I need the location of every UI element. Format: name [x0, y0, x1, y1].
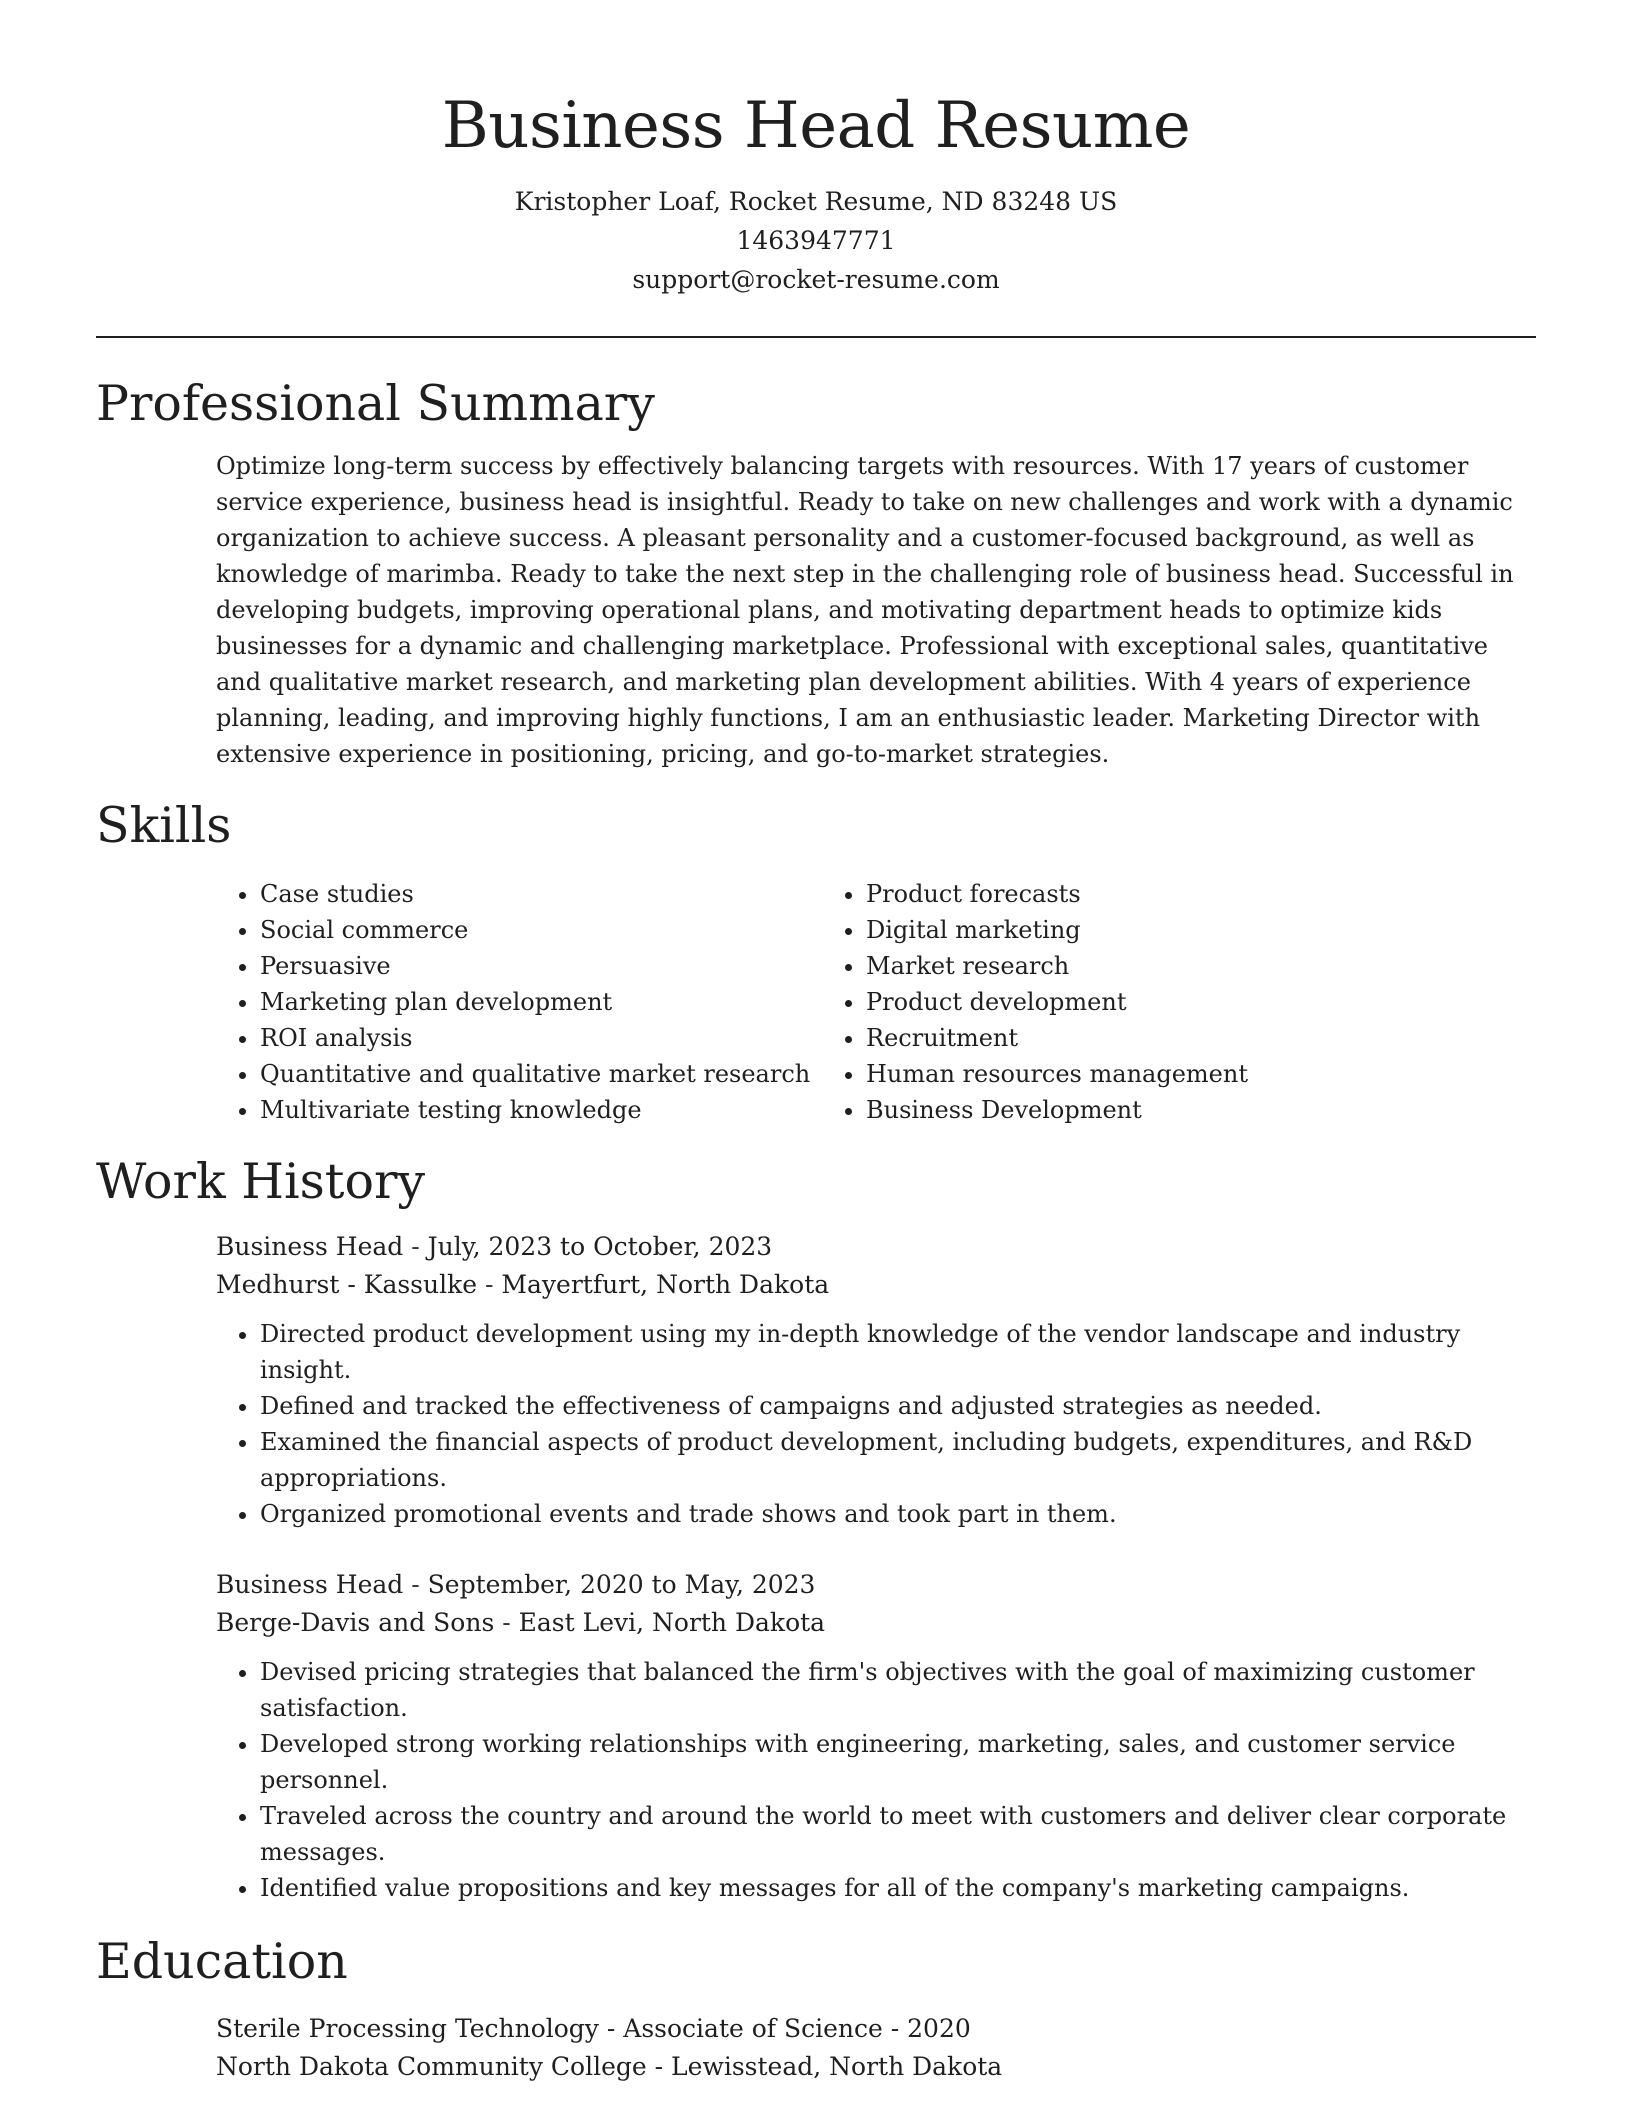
header-divider: [96, 336, 1536, 338]
skill-item: • Product development: [866, 984, 1248, 1020]
skill-item: • Multivariate testing knowledge: [260, 1092, 822, 1128]
skill-item: • Human resources management: [866, 1056, 1248, 1092]
job-company-line: Berge-Davis and Sons - East Levi, North Dakota: [216, 1608, 826, 1637]
job-bullet: • Devised pricing strategies that balanced the firm's objectives with the goal of maximizing customer satisfaction.: [260, 1654, 1536, 1726]
education-school: North Dakota Community College: [216, 2052, 647, 2081]
job-bullet: • Developed strong working relationships with engineering, marketing, sales, and customer service personnel.: [260, 1726, 1536, 1798]
job-company: Medhurst - Kassulke: [216, 1270, 478, 1299]
skill-item: • Digital marketing: [866, 912, 1248, 948]
contact-block: [96, 182, 1536, 299]
skills-list: [216, 876, 1536, 1128]
skills-column-right: [822, 876, 1248, 1128]
section-title-education: Education: [96, 1933, 348, 1990]
skill-item: • Persuasive: [260, 948, 822, 984]
education-program: Sterile Processing Technology: [216, 2014, 599, 2043]
job-entry: [216, 1228, 1536, 1532]
section-title-work-history: Work History: [96, 1153, 426, 1210]
job-bullet: • Identified value propositions and key messages for all of the company's marketing campaigns.: [260, 1870, 1536, 1906]
job-role: Business Head: [216, 1232, 404, 1261]
job-bullet: • Directed product development using my in-depth knowledge of the vendor landscape and industry insight.: [260, 1316, 1536, 1388]
job-entry: [216, 1566, 1536, 1906]
job-title-line: Business Head - September, 2020 to May, 2023: [216, 1570, 816, 1599]
summary-text: Optimize long-term success by effectively balancing targets with resources. With 17 years of customer service experience, business head is insightful. Ready to take on new challenges and work with a dynamic organization to achieve success. A pleasant personality and a customer-focused background, as well as knowledge of marimba. Ready to take the next step in the challenging role of business head. Successful in developing budgets, improving operational plans, and motivating department heads to optimize kids businesses for a dynamic and challenging marketplace. Professional with exceptional sales, quantitative and qualitative market research, and marketing plan development abilities. With 4 years of experience planning, leading, and improving highly functions, I am an enthusiastic leader. Marketing Director with extensive experience in positioning, pricing, and go-to-market strategies.: [216, 452, 1514, 768]
skill-item: • Recruitment: [866, 1020, 1248, 1056]
job-bullet: • Defined and tracked the effectiveness of campaigns and adjusted strategies as needed.: [260, 1388, 1536, 1424]
resume-title: Business Head Resume: [441, 89, 1191, 163]
contact-address: Kristopher Loaf, Rocket Resume, ND 83248 US: [514, 187, 1118, 216]
education-degree: Associate of Science: [623, 2014, 883, 2043]
education-degree-line: Sterile Processing Technology - Associate of Science - 2020: [216, 2014, 971, 2043]
job-location: Mayertfurt, North Dakota: [501, 1270, 830, 1299]
skill-item: • Case studies: [260, 876, 822, 912]
skill-item: • Business Development: [866, 1092, 1248, 1128]
section-title-skills: Skills: [96, 797, 232, 854]
job-location: East Levi, North Dakota: [518, 1608, 826, 1637]
job-company-line: Medhurst - Kassulke - Mayertfurt, North Dakota: [216, 1270, 830, 1299]
resume-header: [96, 80, 1536, 299]
skills-column-left: [216, 876, 822, 1128]
skill-item: • Marketing plan development: [260, 984, 822, 1020]
skill-item: • Product forecasts: [866, 876, 1248, 912]
education-entry: [216, 2010, 1536, 2086]
education-school-line: North Dakota Community College - Lewisstead, North Dakota: [216, 2052, 1003, 2081]
job-bullets: [216, 1654, 1536, 1906]
skill-item: • Quantitative and qualitative market research: [260, 1056, 822, 1092]
education-location: Lewisstead, North Dakota: [671, 2052, 1003, 2081]
education-year: 2020: [907, 2014, 971, 2043]
job-dates: September, 2020 to May, 2023: [427, 1570, 816, 1599]
job-bullet: • Examined the financial aspects of product development, including budgets, expenditures, and R&D appropriations.: [260, 1424, 1536, 1496]
skill-item: • Social commerce: [260, 912, 822, 948]
job-company: Berge-Davis and Sons: [216, 1608, 495, 1637]
contact-email: support@rocket-resume.com: [632, 265, 1000, 294]
job-dates: July, 2023 to October, 2023: [427, 1232, 773, 1261]
contact-phone: 1463947771: [736, 226, 896, 255]
job-bullets: [216, 1316, 1536, 1532]
skill-item: • Market research: [866, 948, 1248, 984]
section-title-summary: Professional Summary: [96, 375, 655, 432]
skill-item: • ROI analysis: [260, 1020, 822, 1056]
job-bullet: • Traveled across the country and around the world to meet with customers and deliver clear corporate messages.: [260, 1798, 1536, 1870]
job-bullet: • Organized promotional events and trade shows and took part in them.: [260, 1496, 1536, 1532]
job-title-line: Business Head - July, 2023 to October, 2023: [216, 1232, 773, 1261]
job-role: Business Head: [216, 1570, 404, 1599]
